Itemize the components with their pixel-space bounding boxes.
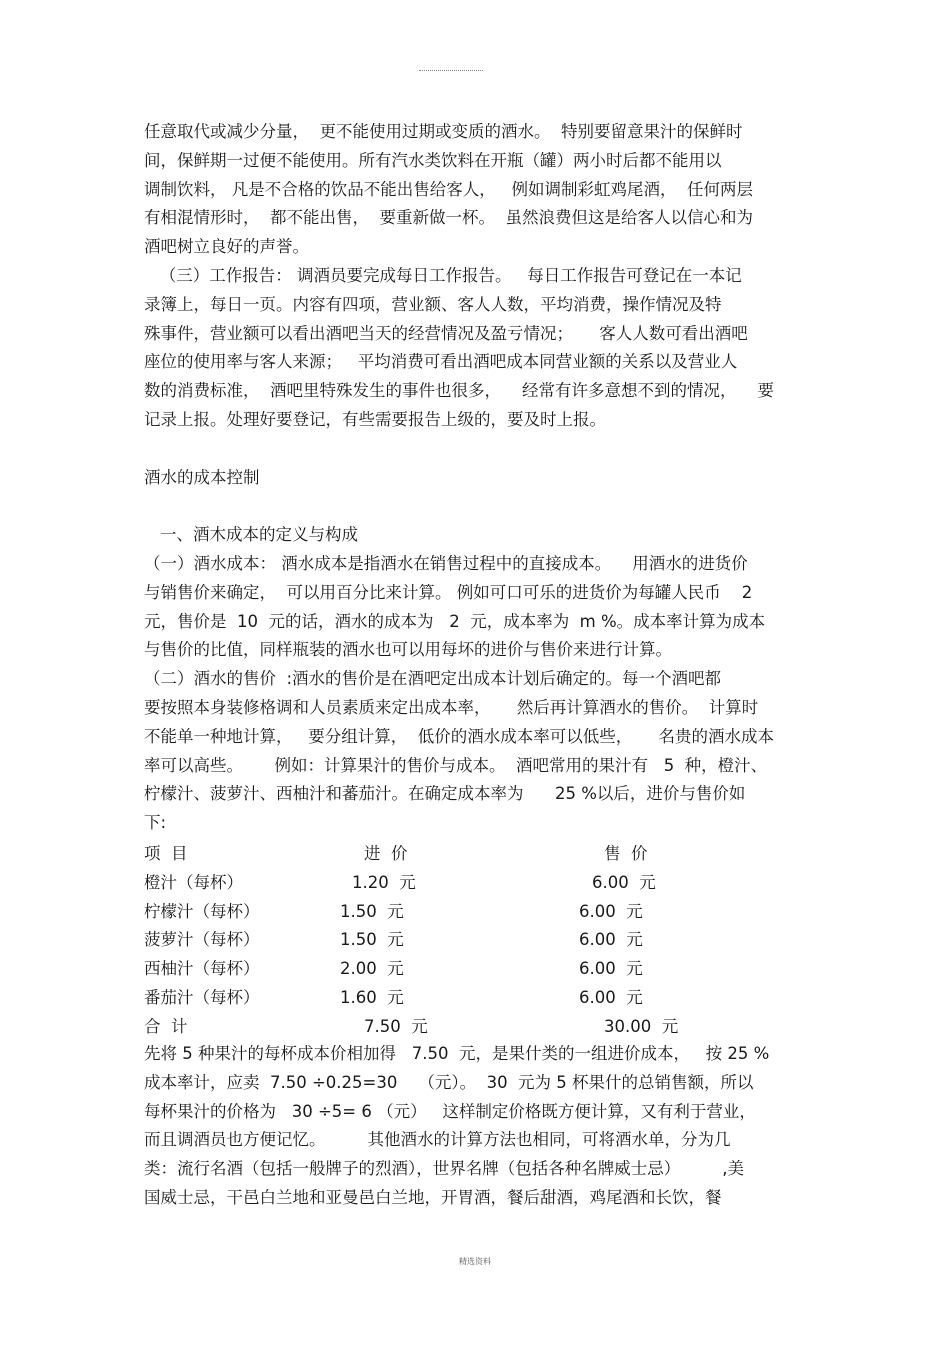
paragraph-cost-and-price <box>144 550 824 838</box>
cell-cost: 1.20 元 <box>352 872 416 892</box>
text-line: 酒吧树立良好的声誉。 <box>144 237 309 257</box>
text-line: 录簿上，每日一页。内容有四项，营业额、客人人数，平均消费，操作情况及特 <box>144 294 722 314</box>
table-row <box>144 984 764 1013</box>
juice-price-table <box>144 840 764 1042</box>
cell-price: 6.00 元 <box>592 872 656 892</box>
text-line: 数的消费标准， 酒吧里特殊发生的事件也很多， 经常有许多意想不到的情况， 要 <box>144 381 774 401</box>
cell-cost: 1.60 元 <box>340 987 404 1007</box>
text-line: 率可以高些。 例如：计算果汁的售价与成本。 酒吧常用的果汁有 5 种，橙汁、 <box>144 755 768 775</box>
paragraph-work-report <box>144 262 824 435</box>
text-line: 成本率计，应卖 7.50 ÷0.25=30 （元）。 30 元为 5 杯果什的总销售额，所以 <box>144 1072 754 1092</box>
cell-total-cost: 7.50 元 <box>364 1016 428 1036</box>
cell-item: 橙汁（每杯） <box>144 872 243 892</box>
table-row <box>144 926 764 955</box>
text-line: 有相混情形时， 都不能出售， 要重新做一杯。 虽然浪费但这是给客人以信心和为 <box>144 208 753 228</box>
text-line: 先将 5 种果汁的每杯成本价相加得 7.50 元，是果什类的一组进价成本， 按 25 % <box>144 1044 770 1063</box>
text-line: 类：流行名酒（包括一般牌子的烈酒），世界名牌（包括各种名牌威士忌） ,美 <box>144 1159 744 1179</box>
cell-cost: 1.50 元 <box>340 901 404 921</box>
text-line: 不能单一种地计算， 要分组计算， 低价的酒水成本率可以低些， 名贵的酒水成本 <box>144 726 774 746</box>
table-total-row <box>144 1013 764 1042</box>
text-line: 国威士忌，干邑白兰地和亚曼邑白兰地，开胃酒，餐后甜酒，鸡尾酒和长饮，餐 <box>144 1187 722 1207</box>
text-line: 座位的使用率与客人来源； 平均消费可看出酒吧成本同营业额的关系以及营业人 <box>144 352 738 372</box>
cell-price: 6.00 元 <box>579 930 643 950</box>
table-row <box>144 898 764 927</box>
section-title: 酒水的成本控制 <box>144 468 260 487</box>
column-header-cost: 进 价 <box>364 844 408 863</box>
text-line: 任意取代或减少分量， 更不能使用过期或变质的酒水。 特别要留意果汁的保鲜时 <box>144 122 743 141</box>
text-line: 记录上报。处理好要登记，有些需要报告上级的，要及时上报。 <box>144 409 606 429</box>
text-line: 与销售价来确定， 可以用百分比来计算。 例如可口可乐的进货价为每罐人民币 2 <box>144 582 753 602</box>
paragraph-quality-rules <box>144 118 824 262</box>
column-header-item: 项 目 <box>144 844 188 863</box>
column-header-price: 售 价 <box>604 844 648 863</box>
text-line: 调制饮料， 凡是不合格的饮品不能出售给客人， 例如调制彩虹鸡尾酒， 任何两层 <box>144 179 753 199</box>
table-row <box>144 955 764 984</box>
text-line: 每杯果汁的价格为 30 ÷5= 6 （元） 这样制定价格既方便计算，又有利于营业， <box>144 1101 756 1121</box>
cell-item: 柠檬汁（每杯） <box>144 901 260 921</box>
cell-price: 6.00 元 <box>579 987 643 1007</box>
text-line: （二）酒水的售价 :酒水的售价是在酒吧定出成本计划后确定的。每一个酒吧都 <box>144 669 722 689</box>
cell-item: 菠萝汁（每杯） <box>144 930 260 950</box>
cell-item: 西柚汁（每杯） <box>144 959 260 979</box>
cell-cost: 2.00 元 <box>340 959 404 979</box>
cell-cost: 1.50 元 <box>340 930 404 950</box>
text-line: 柠檬汁、菠萝汁、西柚汁和蕃茄汁。在确定成本率为 25 %以后，进价与售价如 <box>144 784 746 804</box>
text-line: 间，保鲜期一过便不能使用。所有汽水类饮料在开瓶（罐）两小时后都不能用以 <box>144 150 722 170</box>
text-line: 元，售价是 10 元的话，酒水的成本为 2 元，成本率为 m %。成本率计算为成本 <box>144 611 766 631</box>
cell-item: 番茄汁（每杯） <box>144 987 260 1007</box>
cell-total-label: 合 计 <box>144 1016 188 1036</box>
subsection-title: 一、酒木成本的定义与构成 <box>160 525 358 544</box>
text-line: 要按照本身装修格调和人员素质来定出成本率， 然后再计算酒水的售价。 计算时 <box>144 697 759 717</box>
paragraph-pricing-calculation <box>144 1040 824 1213</box>
text-line: 殊事件，营业额可以看出酒吧当天的经营情况及盈亏情况； 客人人数可看出酒吧 <box>144 323 748 343</box>
text-line: 下: <box>144 813 167 833</box>
page-footer: 精选资料 <box>459 1257 491 1266</box>
cell-total-price: 30.00 元 <box>604 1016 679 1036</box>
table-row <box>144 869 764 898</box>
cell-price: 6.00 元 <box>579 959 643 979</box>
table-header-row <box>144 840 764 869</box>
text-line: 而且调酒员也方便记忆。 其他酒水的计算方法也相同，可将酒水单，分为几 <box>144 1130 731 1150</box>
top-dotted-rule <box>419 70 483 71</box>
cell-price: 6.00 元 <box>579 901 643 921</box>
text-line: （三）工作报告： 调酒员要完成每日工作报告。 每日工作报告可登记在一本记 <box>144 266 742 285</box>
text-line: （一）酒水成本： 酒水成本是指酒水在销售过程中的直接成本。 用酒水的进货价 <box>144 554 748 573</box>
text-line: 与售价的比值，同样瓶装的酒水也可以用每坏的进价与售价来进行计算。 <box>144 640 672 660</box>
